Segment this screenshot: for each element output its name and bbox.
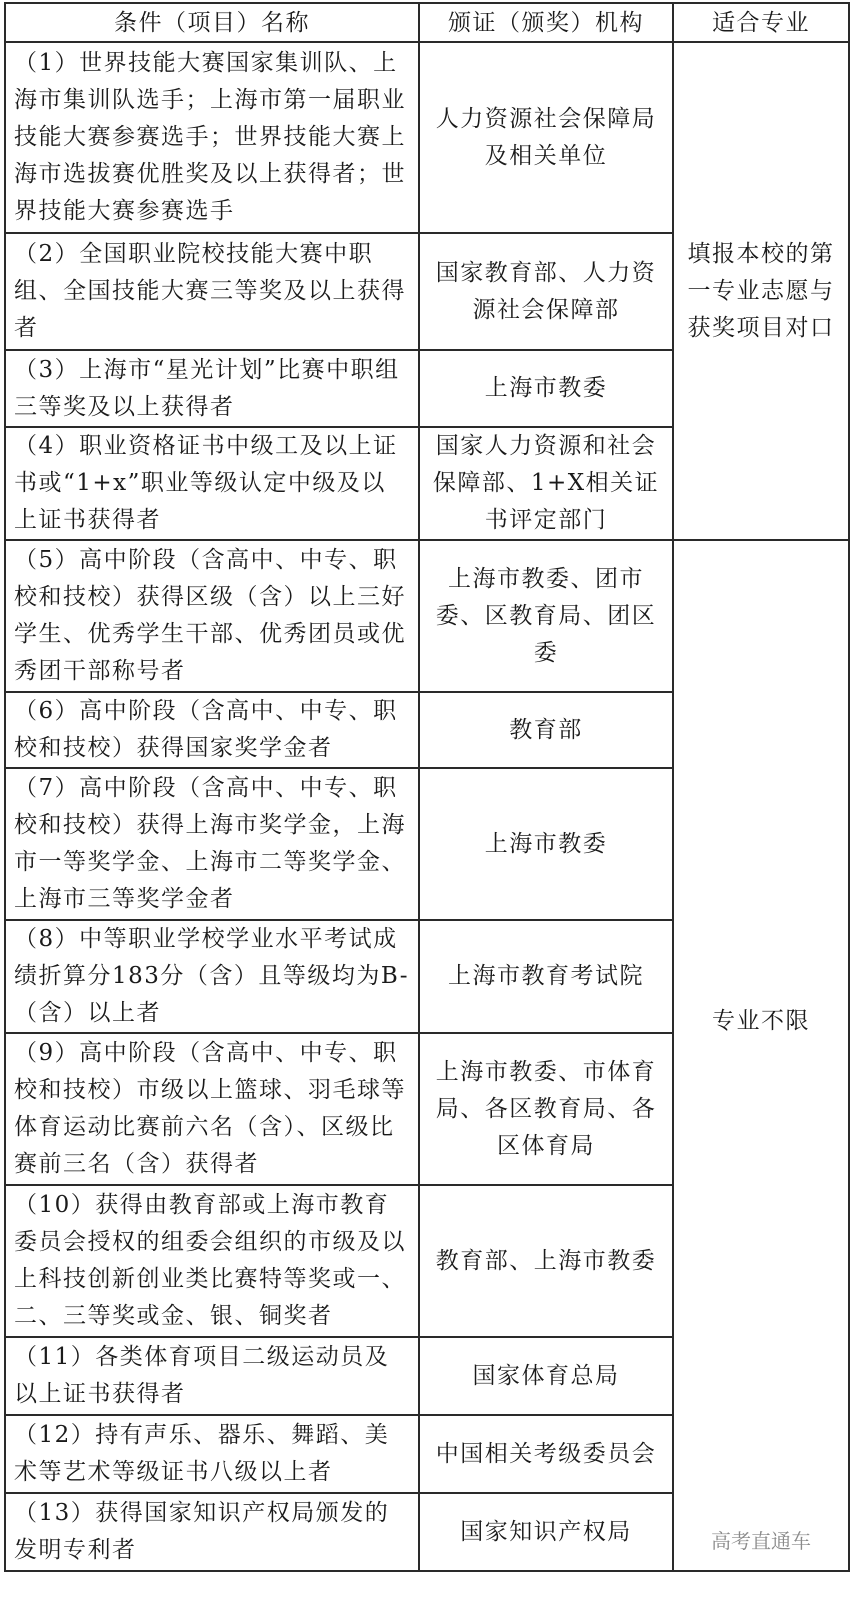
- condition-cell: （13）获得国家知识产权局颁发的发明专利者: [5, 1493, 419, 1571]
- condition-cell: （2）全国职业院校技能大赛中职组、全国技能大赛三等奖及以上获得者: [5, 233, 419, 350]
- issuer-cell: 国家教育部、人力资源社会保障部: [419, 233, 673, 350]
- eligibility-table: [4, 2, 850, 1572]
- header-condition: 条件（项目）名称: [5, 3, 419, 42]
- condition-cell: （9）高中阶段（含高中、中专、职校和技校）市级以上篮球、羽毛球等体育运动比赛前六名（含）、区级比赛前三名（含）获得者: [5, 1033, 419, 1185]
- table-row: [5, 42, 849, 233]
- major-cell-unrestricted: [673, 540, 849, 1571]
- issuer-cell: 中国相关考级委员会: [419, 1415, 673, 1493]
- condition-cell: （4）职业资格证书中级工及以上证书或“1+x”职业等级认定中级及以上证书获得者: [5, 427, 419, 540]
- issuer-cell: 国家体育总局: [419, 1337, 673, 1415]
- condition-cell: （7）高中阶段（含高中、中专、职校和技校）获得上海市奖学金，上海市一等奖学金、上海市二等奖学金、上海市三等奖学金者: [5, 768, 419, 920]
- major-unrestricted-label: 专业不限: [712, 1008, 810, 1034]
- header-major: 适合专业: [673, 3, 849, 42]
- condition-cell: （5）高中阶段（含高中、中专、职校和技校）获得区级（含）以上三好学生、优秀学生干部、优秀团员或优秀团干部称号者: [5, 540, 419, 692]
- issuer-cell: 国家知识产权局: [419, 1493, 673, 1571]
- issuer-cell: 教育部: [419, 692, 673, 768]
- header-issuer: 颁证（颁奖）机构: [419, 3, 673, 42]
- condition-cell: （11）各类体育项目二级运动员及以上证书获得者: [5, 1337, 419, 1415]
- issuer-cell: 教育部、上海市教委: [419, 1185, 673, 1337]
- condition-cell: （6）高中阶段（含高中、中专、职校和技校）获得国家奖学金者: [5, 692, 419, 768]
- issuer-cell: 上海市教委: [419, 768, 673, 920]
- header-row: [5, 3, 849, 42]
- condition-cell: （10）获得由教育部或上海市教育委员会授权的组委会组织的市级及以上科技创新创业类比赛特等奖或一、二、三等奖或金、银、铜奖者: [5, 1185, 419, 1337]
- issuer-cell: 上海市教育考试院: [419, 920, 673, 1033]
- issuer-cell: 人力资源社会保障局及相关单位: [419, 42, 673, 233]
- table-row: [5, 540, 849, 692]
- condition-cell: （12）持有声乐、器乐、舞蹈、美术等艺术等级证书八级以上者: [5, 1415, 419, 1493]
- issuer-cell: 上海市教委、市体育局、各区教育局、各区体育局: [419, 1033, 673, 1185]
- watermark-logo: 高考直通车: [711, 1529, 811, 1553]
- major-cell-matched: 填报本校的第一专业志愿与获奖项目对口: [673, 42, 849, 540]
- issuer-cell: 上海市教委、团市委、区教育局、团区委: [419, 540, 673, 692]
- condition-cell: （1）世界技能大赛国家集训队、上海市集训队选手；上海市第一届职业技能大赛参赛选手；世界技能大赛上海市选拔赛优胜奖及以上获得者；世界技能大赛参赛选手: [5, 42, 419, 233]
- condition-cell: （3）上海市“星光计划”比赛中职组三等奖及以上获得者: [5, 350, 419, 427]
- condition-cell: （8）中等职业学校学业水平考试成绩折算分183分（含）且等级均为B-（含）以上者: [5, 920, 419, 1033]
- issuer-cell: 国家人力资源和社会保障部、1+X相关证书评定部门: [419, 427, 673, 540]
- issuer-cell: 上海市教委: [419, 350, 673, 427]
